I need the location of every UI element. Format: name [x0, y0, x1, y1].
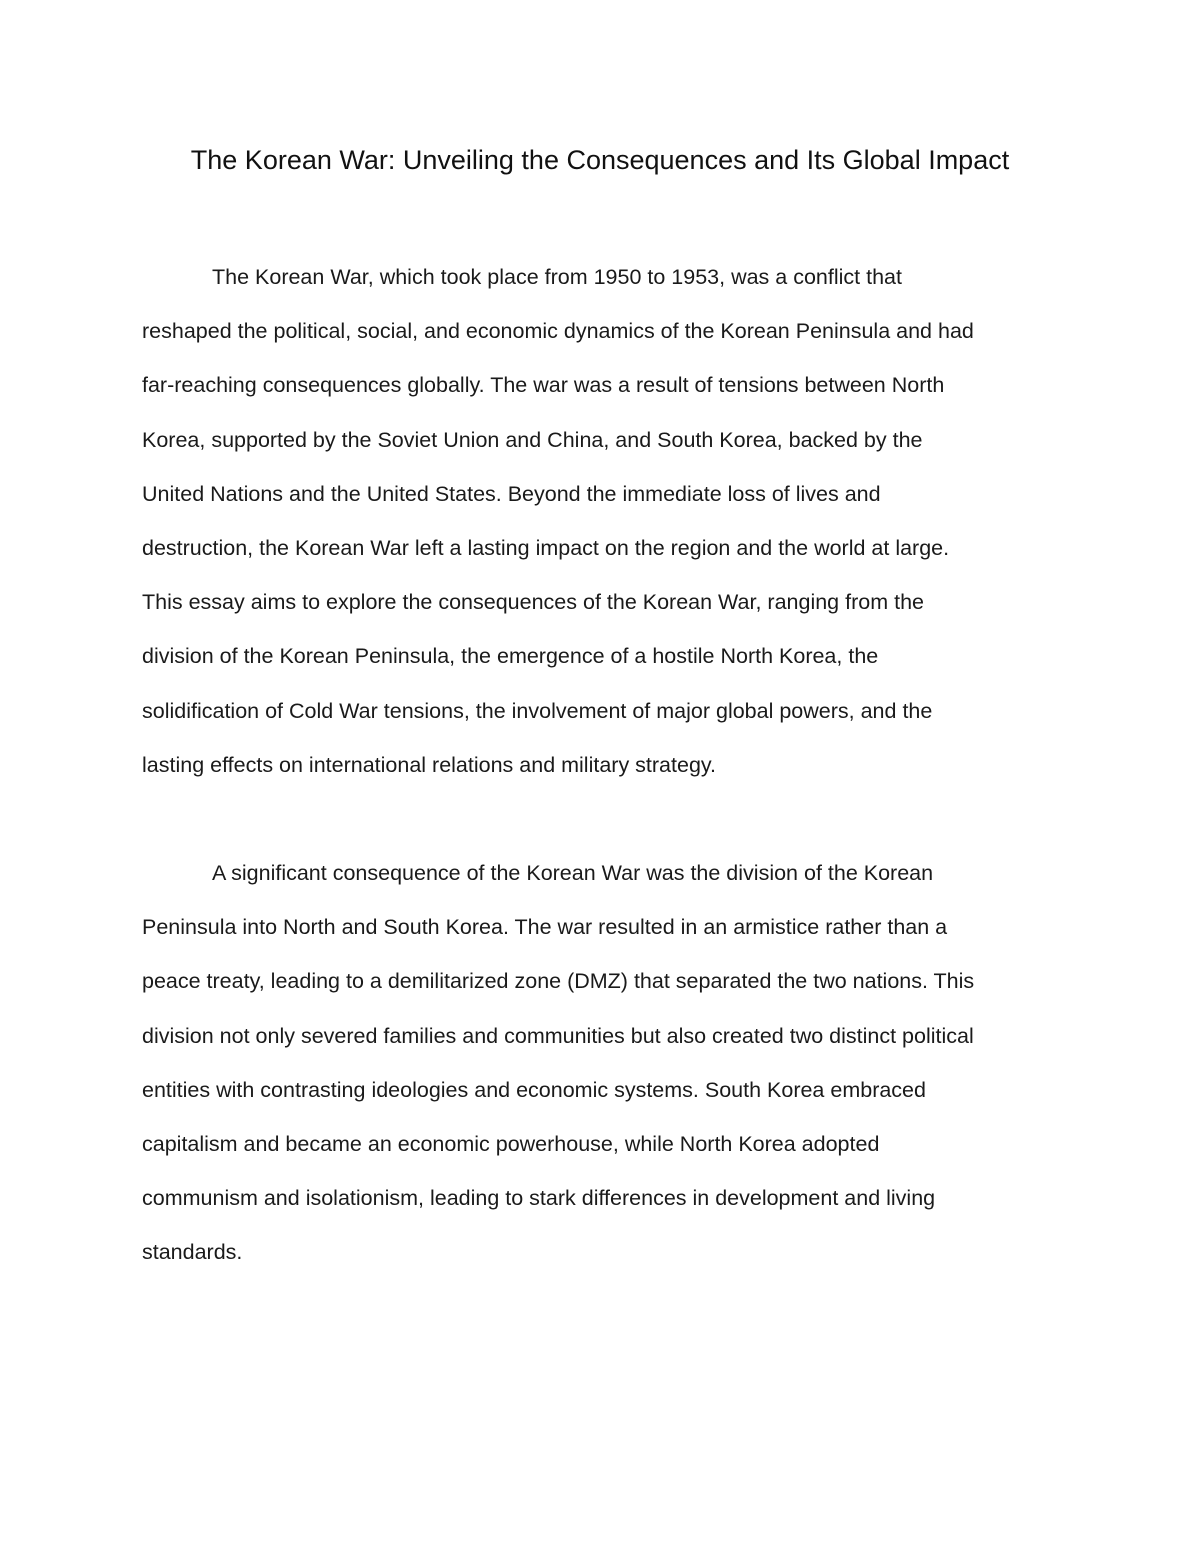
paragraph-line: Korea, supported by the Soviet Union and China, and South Korea, backed by the: [142, 427, 923, 452]
paragraph-line: Peninsula into North and South Korea. The war resulted in an armistice rather than a: [142, 915, 948, 940]
paragraph-line: United Nations and the United States. Beyond the immediate loss of lives and: [142, 481, 881, 506]
paragraph-line: communism and isolationism, leading to stark differences in development and living: [142, 1186, 936, 1211]
document-title: The Korean War: Unveiling the Consequences and Its Global Impact: [190, 145, 1010, 175]
paragraph-line: lasting effects on international relations and military strategy.: [142, 752, 717, 777]
paragraph-line: division of the Korean Peninsula, the emergence of a hostile North Korea, the: [142, 644, 879, 669]
paragraph-line: peace treaty, leading to a demilitarized zone (DMZ) that separated the two nations. This: [142, 969, 975, 994]
paragraph-line: reshaped the political, social, and economic dynamics of the Korean Peninsula and had: [142, 319, 974, 344]
paragraph-1: [142, 250, 1060, 792]
paragraph-line: far-reaching consequences globally. The war was a result of tensions between North: [142, 373, 945, 398]
paragraph-2: [142, 846, 1060, 1280]
paragraph-line: entities with contrasting ideologies and economic systems. South Korea embraced: [142, 1077, 926, 1102]
paragraph-line: The Korean War, which took place from 1950 to 1953, was a conflict that: [212, 265, 902, 289]
paragraph-line: destruction, the Korean War left a lasting impact on the region and the world at large.: [142, 536, 950, 561]
paragraph-line: standards.: [142, 1240, 243, 1265]
paragraph-line: division not only severed families and communities but also created two distinct political: [142, 1023, 974, 1048]
paragraph-line: capitalism and became an economic powerhouse, while North Korea adopted: [142, 1132, 880, 1157]
paragraph-line: A significant consequence of the Korean War was the division of the Korean: [212, 861, 934, 885]
paragraph-line: solidification of Cold War tensions, the involvement of major global powers, and the: [142, 698, 933, 723]
paragraph-line: This essay aims to explore the consequences of the Korean War, ranging from the: [142, 590, 924, 615]
